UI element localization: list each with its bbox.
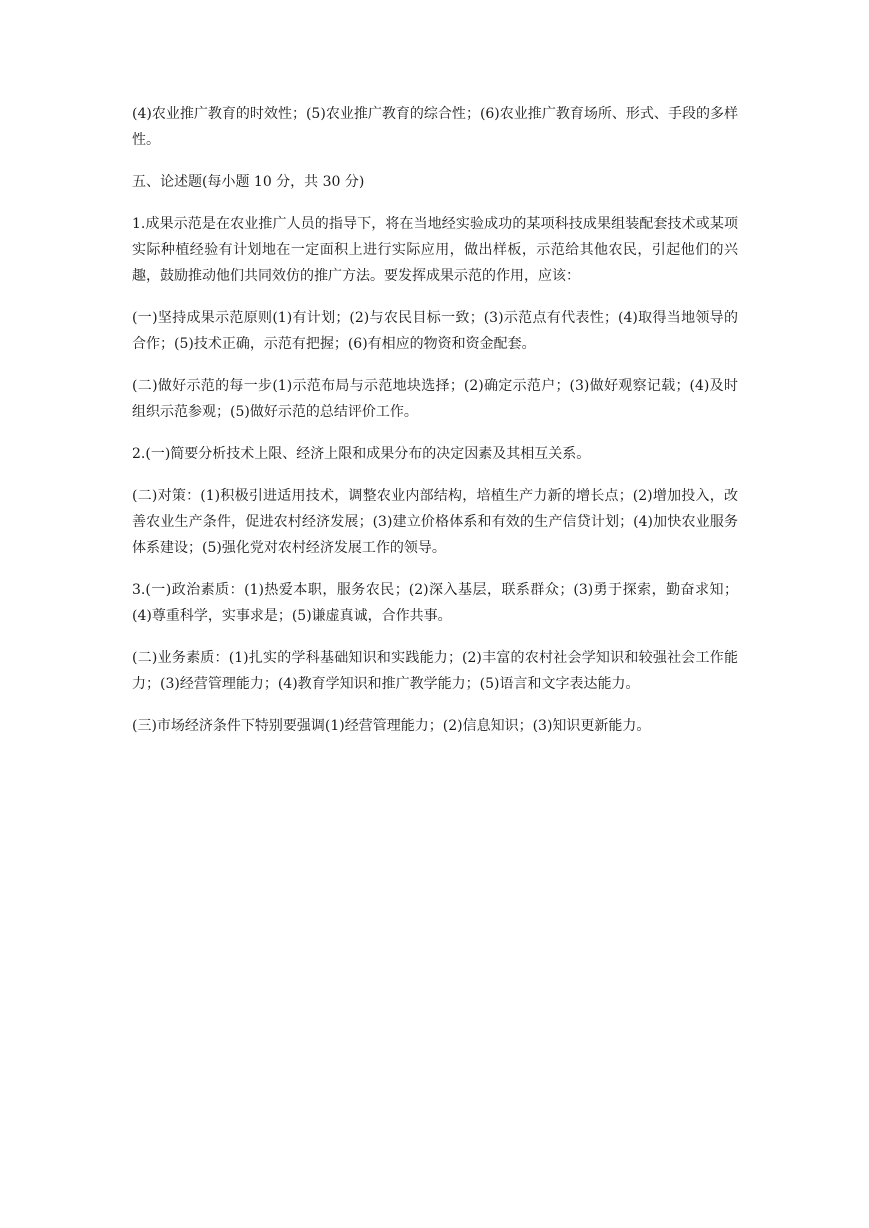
paragraph-answer-1-principles: (一)坚持成果示范原则(1)有计划；(2)与农民目标一致；(3)示范点有代表性；(4)取得当地领导的合作；(5)技术正确，示范有把握；(6)有相应的物资和资金配套。 — [132, 310, 738, 352]
paragraph-education-traits: (4)农业推广教育的时效性；(5)农业推广教育的综合性；(6)农业推广教育场所、形式、手段的多样性。 — [132, 106, 738, 148]
document-page — [132, 101, 738, 755]
section-heading-essay: 五、论述题(每小题 10 分，共 30 分) — [132, 174, 365, 190]
paragraph-answer-1-steps: (二)做好示范的每一步(1)示范布局与示范地块选择；(2)确定示范户；(3)做好观察记载；(4)及时组织示范参观；(5)做好示范的总结评价工作。 — [132, 378, 738, 420]
paragraph-answer-3-professional: (二)业务素质：(1)扎实的学科基础知识和实践能力；(2)丰富的农村社会学知识和较强社会工作能力；(3)经营管理能力；(4)教育学知识和推广教学能力；(5)语言和文字表达能力。 — [132, 650, 738, 692]
paragraph-answer-3-political: 3.(一)政治素质：(1)热爱本职，服务农民；(2)深入基层，联系群众；(3)勇于探索，勤奋求知；(4)尊重科学，实事求是；(5)谦虚真诚，合作共事。 — [132, 582, 738, 624]
paragraph-answer-1-intro: 1.成果示范是在农业推广人员的指导下，将在当地经实验成功的某项科技成果组装配套技术或某项实际种植经验有计划地在一定面积上进行实际应用，做出样板，示范给其他农民，引起他们的兴趣，鼓励推动他们共同效仿的推广方法。要发挥成果示范的作用，应该： — [132, 216, 738, 284]
paragraph-answer-3-market: (三)市场经济条件下特别要强调(1)经营管理能力；(2)信息知识；(3)知识更新能力。 — [132, 718, 651, 734]
paragraph-answer-2-measures: (二)对策：(1)积极引进适用技术，调整农业内部结构，培植生产力新的增长点；(2)增加投入，改善农业生产条件，促进农村经济发展；(3)建立价格体系和有效的生产信贷计划；(4)加快农业服务体系建设；(5)强化党对农村经济发展工作的领导。 — [132, 488, 738, 556]
paragraph-answer-2-analysis: 2.(一)简要分析技术上限、经济上限和成果分布的决定因素及其相互关系。 — [132, 446, 591, 462]
